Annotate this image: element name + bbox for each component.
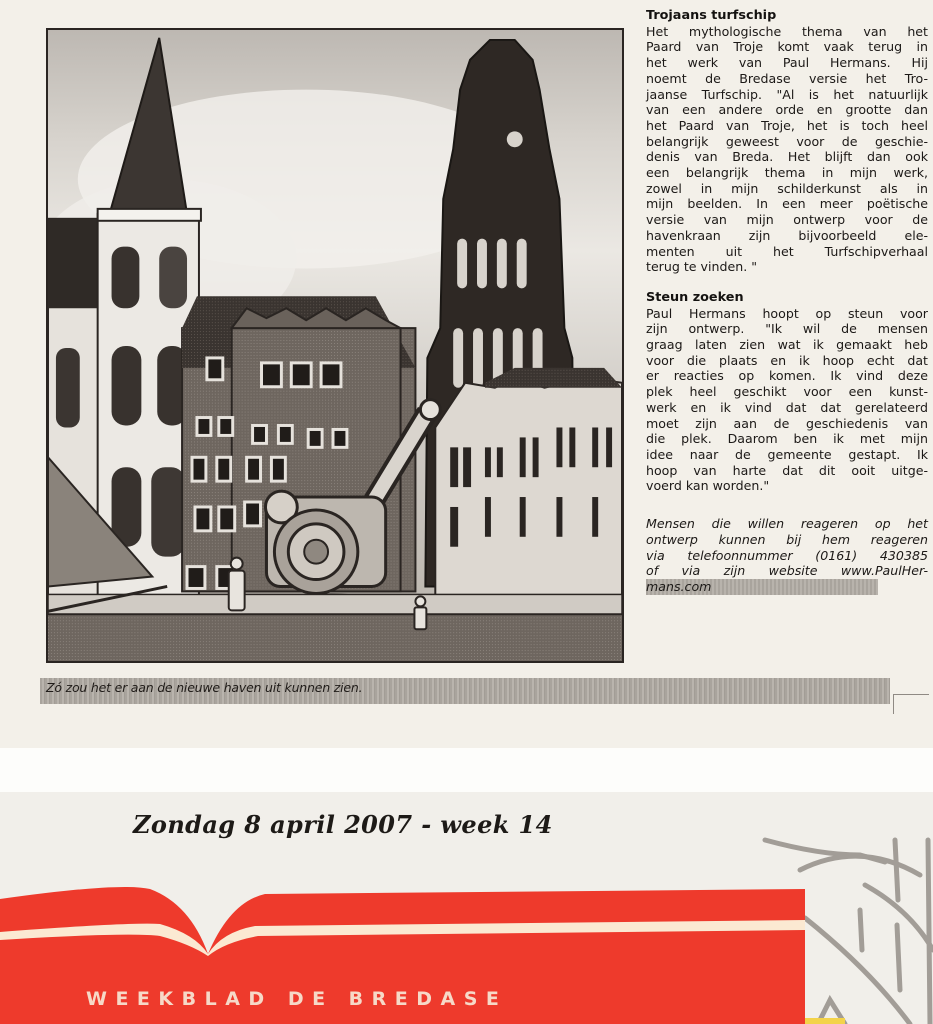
text-line: menten uit het Turfschipverhaal bbox=[646, 243, 928, 259]
text-line: ontwerp kunnen bij hem reageren bbox=[646, 531, 928, 547]
text-line: werk en ik vind dat dat gerelateerd bbox=[646, 399, 928, 415]
accent-tab bbox=[805, 1018, 845, 1024]
section-spacer bbox=[646, 275, 928, 290]
contact-phone-line: via telefoonnummer (0161) 430385 bbox=[646, 547, 928, 563]
issue-dateline: Zondag 8 april 2007 - week 14 bbox=[133, 810, 553, 839]
section-body-trojaans-turfschip bbox=[646, 24, 928, 275]
text-line: havenkraan zijn bijvoorbeeld ele- bbox=[646, 227, 928, 243]
section-heading-steun-zoeken: Steun zoeken bbox=[646, 289, 744, 305]
illustration-caption: Zó zou het er aan de nieuwe haven uit kunnen zien. bbox=[46, 680, 363, 695]
city-harbor-drawing bbox=[48, 30, 622, 661]
text-line: het Paard van Troje, het is toch heel bbox=[646, 117, 928, 133]
caption-corner-box bbox=[893, 694, 929, 714]
text-line: Het mythologische thema van het bbox=[646, 23, 928, 39]
text-line: Paul Hermans hoopt op steun voor bbox=[646, 305, 928, 321]
contact-website-line: of via zijn website www.PaulHer- bbox=[646, 563, 928, 579]
text-line: het werk van Paul Hermans. Hij bbox=[646, 55, 928, 71]
text-line: een belangrijk thema in mijn werk, bbox=[646, 165, 928, 181]
text-line: versie van mijn ontwerp voor de bbox=[646, 212, 928, 228]
text-line: noemt de Bredase versie het Tro- bbox=[646, 70, 928, 86]
text-line: Paard van Troje komt vaak terug in bbox=[646, 39, 928, 55]
text-line: voerd kan worden." bbox=[646, 478, 770, 494]
text-line: Mensen die willen reageren op het bbox=[646, 516, 928, 532]
text-line: belangrijk geweest voor de geschie- bbox=[646, 133, 928, 149]
text-line: hoop van harte dat dit ooit uitge- bbox=[646, 462, 928, 478]
publication-title: WEEKBLAD DE BREDASE bbox=[86, 988, 508, 1010]
text-line: moet zijn aan de geschiedenis van bbox=[646, 415, 928, 431]
text-line: jaanse Turfschip. "Al is het natuurlijk bbox=[646, 86, 928, 102]
section-body-steun-zoeken bbox=[646, 306, 928, 494]
text-line: van een andere orde en grootte dan bbox=[646, 102, 928, 118]
text-line: terug te vinden. " bbox=[646, 259, 757, 275]
text-line: voor die plaats en ik hoop echt dat bbox=[646, 352, 928, 368]
section-heading-trojaans-turfschip: Trojaans turfschip bbox=[646, 8, 777, 23]
text-line: zowel in mijn schilderkunst als in bbox=[646, 180, 928, 196]
text-line: die plek. Daarom ben ik met mijn bbox=[646, 431, 928, 447]
contact-website-line-end: mans.com bbox=[646, 579, 878, 595]
text-line: mijn beelden. In een meer poëtische bbox=[646, 196, 928, 212]
illustration bbox=[46, 28, 624, 663]
text-line: denis van Breda. Het blijft dan ook bbox=[646, 149, 928, 165]
text-line: plek heel geschikt voor een kunst- bbox=[646, 384, 928, 400]
article-column bbox=[646, 8, 928, 595]
page-gap bbox=[0, 748, 933, 792]
text-line: graag laten zien wat ik gemaakt heb bbox=[646, 337, 928, 353]
text-line: er reacties op komen. Ik vind deze bbox=[646, 368, 928, 384]
text-line: zijn ontwerp. "Ik wil de mensen bbox=[646, 321, 928, 337]
text-line: idee naar de gemeente gestapt. Ik bbox=[646, 446, 928, 462]
contact-info bbox=[646, 516, 928, 595]
section-spacer bbox=[646, 494, 928, 516]
